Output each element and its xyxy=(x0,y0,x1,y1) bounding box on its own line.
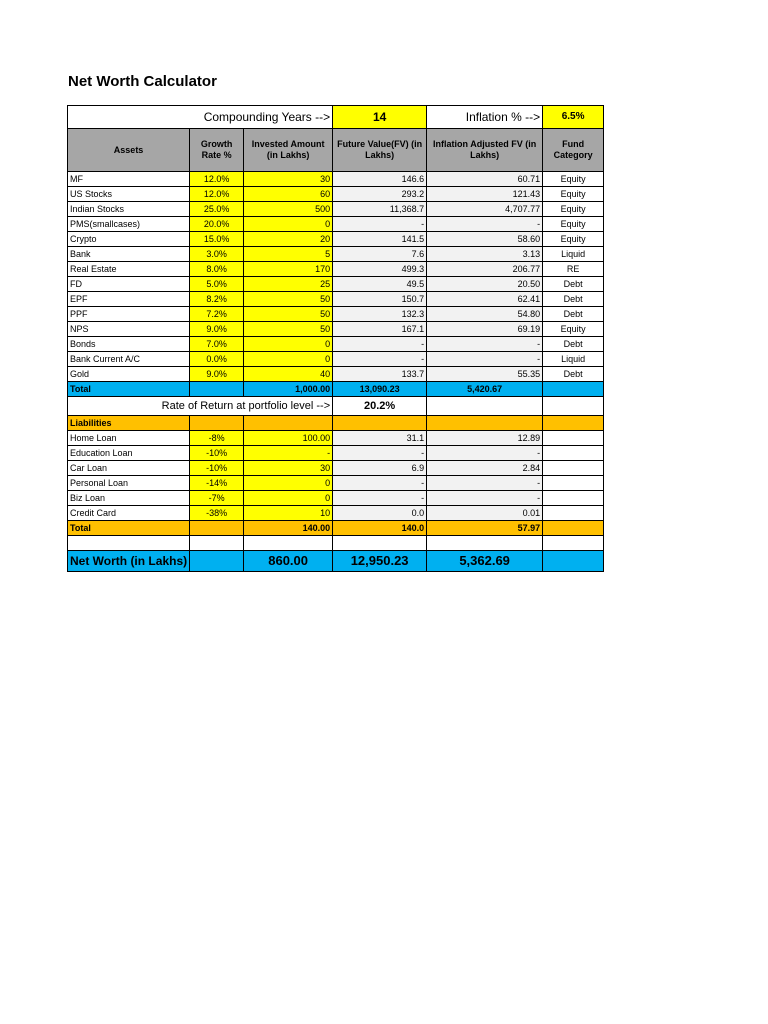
growth-rate-input[interactable]: 12.0% xyxy=(190,172,244,187)
fund-category: RE xyxy=(543,262,604,277)
liability-name: Biz Loan xyxy=(68,491,190,506)
liability-name: Education Loan xyxy=(68,446,190,461)
future-value: 167.1 xyxy=(333,322,427,337)
asset-row xyxy=(68,202,604,217)
fund-category: Debt xyxy=(543,307,604,322)
inflation-adjusted-fv: 55.35 xyxy=(427,367,543,382)
fund-category: Liquid xyxy=(543,352,604,367)
liability-row xyxy=(68,431,604,446)
growth-rate-input[interactable]: 3.0% xyxy=(190,247,244,262)
net-worth-empty xyxy=(190,551,244,572)
liabilities-header-empty xyxy=(543,416,604,431)
header-row xyxy=(68,106,604,129)
interest-rate-input[interactable]: -8% xyxy=(190,431,244,446)
compounding-years-input[interactable]: 14 xyxy=(333,106,427,129)
asset-name: Indian Stocks xyxy=(68,202,190,217)
invested-amount-input[interactable]: 0 xyxy=(244,337,333,352)
future-value: 11,368.7 xyxy=(333,202,427,217)
asset-row xyxy=(68,292,604,307)
inflation-adjusted-fv: 20.50 xyxy=(427,277,543,292)
liability-fv: - xyxy=(333,446,427,461)
invested-amount-input[interactable]: 50 xyxy=(244,322,333,337)
inflation-adjusted-fv: 62.41 xyxy=(427,292,543,307)
empty-cell xyxy=(244,536,333,551)
liabilities-header-empty xyxy=(333,416,427,431)
total-label: Total xyxy=(68,382,190,397)
invested-amount-input[interactable]: 5 xyxy=(244,247,333,262)
growth-rate-input[interactable]: 9.0% xyxy=(190,367,244,382)
fund-category: Equity xyxy=(543,202,604,217)
liability-row xyxy=(68,491,604,506)
liabilities-label: Liabilities xyxy=(68,416,190,431)
asset-name: EPF xyxy=(68,292,190,307)
future-value: 7.6 xyxy=(333,247,427,262)
fund-category: Equity xyxy=(543,232,604,247)
loan-amount-input[interactable]: - xyxy=(244,446,333,461)
invested-amount-input[interactable]: 500 xyxy=(244,202,333,217)
liability-name: Home Loan xyxy=(68,431,190,446)
asset-row xyxy=(68,277,604,292)
liability-total-label: Total xyxy=(68,521,190,536)
liability-fv: 6.9 xyxy=(333,461,427,476)
liability-inflation-fv: 0.01 xyxy=(427,506,543,521)
asset-name: PPF xyxy=(68,307,190,322)
col-invested: Invested Amount (in Lakhs) xyxy=(244,129,333,172)
growth-rate-input[interactable]: 5.0% xyxy=(190,277,244,292)
growth-rate-input[interactable]: 7.2% xyxy=(190,307,244,322)
asset-row xyxy=(68,172,604,187)
empty-cell xyxy=(543,397,604,416)
col-inflation-fv: Inflation Adjusted FV (in Lakhs) xyxy=(427,129,543,172)
future-value: 146.6 xyxy=(333,172,427,187)
fund-category: Equity xyxy=(543,217,604,232)
asset-name: Crypto xyxy=(68,232,190,247)
column-header-row xyxy=(68,129,604,172)
col-fv: Future Value(FV) (in Lakhs) xyxy=(333,129,427,172)
liability-name: Credit Card xyxy=(68,506,190,521)
liabilities-header-empty xyxy=(427,416,543,431)
inflation-input[interactable]: 6.5% xyxy=(543,106,604,129)
liability-total-row xyxy=(68,521,604,536)
rate-of-return-row xyxy=(68,397,604,416)
asset-row xyxy=(68,337,604,352)
fund-category: Debt xyxy=(543,337,604,352)
liability-name: Personal Loan xyxy=(68,476,190,491)
asset-row xyxy=(68,307,604,322)
growth-rate-input[interactable]: 9.0% xyxy=(190,322,244,337)
liability-total-amount: 140.00 xyxy=(244,521,333,536)
asset-row xyxy=(68,367,604,382)
empty-cell xyxy=(190,536,244,551)
rate-of-return-value: 20.2% xyxy=(333,397,427,416)
liability-inflation-fv: - xyxy=(427,491,543,506)
liability-total-empty xyxy=(543,521,604,536)
fund-category: Equity xyxy=(543,322,604,337)
net-worth-fv: 12,950.23 xyxy=(333,551,427,572)
asset-row xyxy=(68,187,604,202)
liability-row xyxy=(68,506,604,521)
future-value: 293.2 xyxy=(333,187,427,202)
inflation-adjusted-fv: 206.77 xyxy=(427,262,543,277)
empty-cell xyxy=(543,536,604,551)
inflation-adjusted-fv: 69.19 xyxy=(427,322,543,337)
empty-cell xyxy=(543,476,604,491)
fund-category: Debt xyxy=(543,367,604,382)
future-value: - xyxy=(333,337,427,352)
asset-row xyxy=(68,322,604,337)
interest-rate-input[interactable]: -14% xyxy=(190,476,244,491)
liability-inflation-fv: 12.89 xyxy=(427,431,543,446)
col-growth: Growth Rate % xyxy=(190,129,244,172)
inflation-adjusted-fv: 4,707.77 xyxy=(427,202,543,217)
growth-rate-input[interactable]: 0.0% xyxy=(190,352,244,367)
invested-amount-input[interactable]: 40 xyxy=(244,367,333,382)
invested-amount-input[interactable]: 50 xyxy=(244,292,333,307)
asset-name: NPS xyxy=(68,322,190,337)
inflation-adjusted-fv: 58.60 xyxy=(427,232,543,247)
future-value: 132.3 xyxy=(333,307,427,322)
loan-amount-input[interactable]: 0 xyxy=(244,491,333,506)
asset-name: PMS(smallcases) xyxy=(68,217,190,232)
liability-total-inflation-fv: 57.97 xyxy=(427,521,543,536)
inflation-adjusted-fv: 121.43 xyxy=(427,187,543,202)
future-value: - xyxy=(333,352,427,367)
liability-total-fv: 140.0 xyxy=(333,521,427,536)
liabilities-header-empty xyxy=(244,416,333,431)
future-value: - xyxy=(333,217,427,232)
loan-amount-input[interactable]: 100.00 xyxy=(244,431,333,446)
col-category: Fund Category xyxy=(543,129,604,172)
asset-name: MF xyxy=(68,172,190,187)
empty-cell xyxy=(543,446,604,461)
invested-amount-input[interactable]: 25 xyxy=(244,277,333,292)
asset-row xyxy=(68,247,604,262)
asset-name: Gold xyxy=(68,367,190,382)
inflation-adjusted-fv: 3.13 xyxy=(427,247,543,262)
liability-name: Car Loan xyxy=(68,461,190,476)
empty-cell xyxy=(543,491,604,506)
spacer-row xyxy=(68,536,604,551)
compounding-years-label: Compounding Years --> xyxy=(68,106,333,129)
rate-of-return-label: Rate of Return at portfolio level --> xyxy=(68,397,333,416)
asset-row xyxy=(68,352,604,367)
growth-rate-input[interactable]: 12.0% xyxy=(190,187,244,202)
col-assets: Assets xyxy=(68,129,190,172)
asset-total-row xyxy=(68,382,604,397)
growth-rate-input[interactable]: 20.0% xyxy=(190,217,244,232)
total-inflation-fv: 5,420.67 xyxy=(427,382,543,397)
future-value: 141.5 xyxy=(333,232,427,247)
asset-row xyxy=(68,232,604,247)
invested-amount-input[interactable]: 20 xyxy=(244,232,333,247)
fund-category: Equity xyxy=(543,172,604,187)
inflation-adjusted-fv: - xyxy=(427,217,543,232)
asset-name: Bonds xyxy=(68,337,190,352)
interest-rate-input[interactable]: -10% xyxy=(190,446,244,461)
liability-fv: 31.1 xyxy=(333,431,427,446)
loan-amount-input[interactable]: 10 xyxy=(244,506,333,521)
invested-amount-input[interactable]: 0 xyxy=(244,217,333,232)
invested-amount-input[interactable]: 50 xyxy=(244,307,333,322)
net-worth-table xyxy=(67,105,604,572)
asset-name: Bank xyxy=(68,247,190,262)
empty-cell xyxy=(543,461,604,476)
liability-row xyxy=(68,476,604,491)
inflation-adjusted-fv: 54.80 xyxy=(427,307,543,322)
invested-amount-input[interactable]: 30 xyxy=(244,172,333,187)
total-empty xyxy=(190,382,244,397)
fund-category: Debt xyxy=(543,277,604,292)
loan-amount-input[interactable]: 30 xyxy=(244,461,333,476)
net-worth-empty xyxy=(543,551,604,572)
future-value: 499.3 xyxy=(333,262,427,277)
inflation-adjusted-fv: - xyxy=(427,352,543,367)
liability-fv: 0.0 xyxy=(333,506,427,521)
growth-rate-input[interactable]: 15.0% xyxy=(190,232,244,247)
net-worth-row xyxy=(68,551,604,572)
liabilities-header-empty xyxy=(190,416,244,431)
inflation-label: Inflation % --> xyxy=(427,106,543,129)
liability-row xyxy=(68,461,604,476)
liability-inflation-fv: 2.84 xyxy=(427,461,543,476)
fund-category: Liquid xyxy=(543,247,604,262)
net-worth-label: Net Worth (in Lakhs) xyxy=(68,551,190,572)
future-value: 133.7 xyxy=(333,367,427,382)
net-worth-invested: 860.00 xyxy=(244,551,333,572)
liability-inflation-fv: - xyxy=(427,446,543,461)
asset-row xyxy=(68,217,604,232)
empty-cell xyxy=(427,397,543,416)
inflation-adjusted-fv: 60.71 xyxy=(427,172,543,187)
net-worth-inflation-fv: 5,362.69 xyxy=(427,551,543,572)
liability-row xyxy=(68,446,604,461)
empty-cell xyxy=(543,506,604,521)
sheet-title: Net Worth Calculator xyxy=(68,73,217,90)
empty-cell xyxy=(333,536,427,551)
asset-name: FD xyxy=(68,277,190,292)
growth-rate-input[interactable]: 25.0% xyxy=(190,202,244,217)
total-fv: 13,090.23 xyxy=(333,382,427,397)
interest-rate-input[interactable]: -10% xyxy=(190,461,244,476)
liabilities-header-row xyxy=(68,416,604,431)
invested-amount-input[interactable]: 60 xyxy=(244,187,333,202)
invested-amount-input[interactable]: 170 xyxy=(244,262,333,277)
liability-fv: - xyxy=(333,491,427,506)
asset-name: Bank Current A/C xyxy=(68,352,190,367)
asset-name: US Stocks xyxy=(68,187,190,202)
growth-rate-input[interactable]: 7.0% xyxy=(190,337,244,352)
liability-total-empty xyxy=(190,521,244,536)
invested-amount-input[interactable]: 0 xyxy=(244,352,333,367)
loan-amount-input[interactable]: 0 xyxy=(244,476,333,491)
fund-category: Equity xyxy=(543,187,604,202)
fund-category: Debt xyxy=(543,292,604,307)
future-value: 49.5 xyxy=(333,277,427,292)
growth-rate-input[interactable]: 8.2% xyxy=(190,292,244,307)
empty-cell xyxy=(68,536,190,551)
empty-cell xyxy=(427,536,543,551)
total-invested: 1,000.00 xyxy=(244,382,333,397)
empty-cell xyxy=(543,431,604,446)
liability-fv: - xyxy=(333,476,427,491)
future-value: 150.7 xyxy=(333,292,427,307)
asset-name: Real Estate xyxy=(68,262,190,277)
interest-rate-input[interactable]: -38% xyxy=(190,506,244,521)
liability-inflation-fv: - xyxy=(427,476,543,491)
growth-rate-input[interactable]: 8.0% xyxy=(190,262,244,277)
total-empty xyxy=(543,382,604,397)
interest-rate-input[interactable]: -7% xyxy=(190,491,244,506)
inflation-adjusted-fv: - xyxy=(427,337,543,352)
asset-row xyxy=(68,262,604,277)
